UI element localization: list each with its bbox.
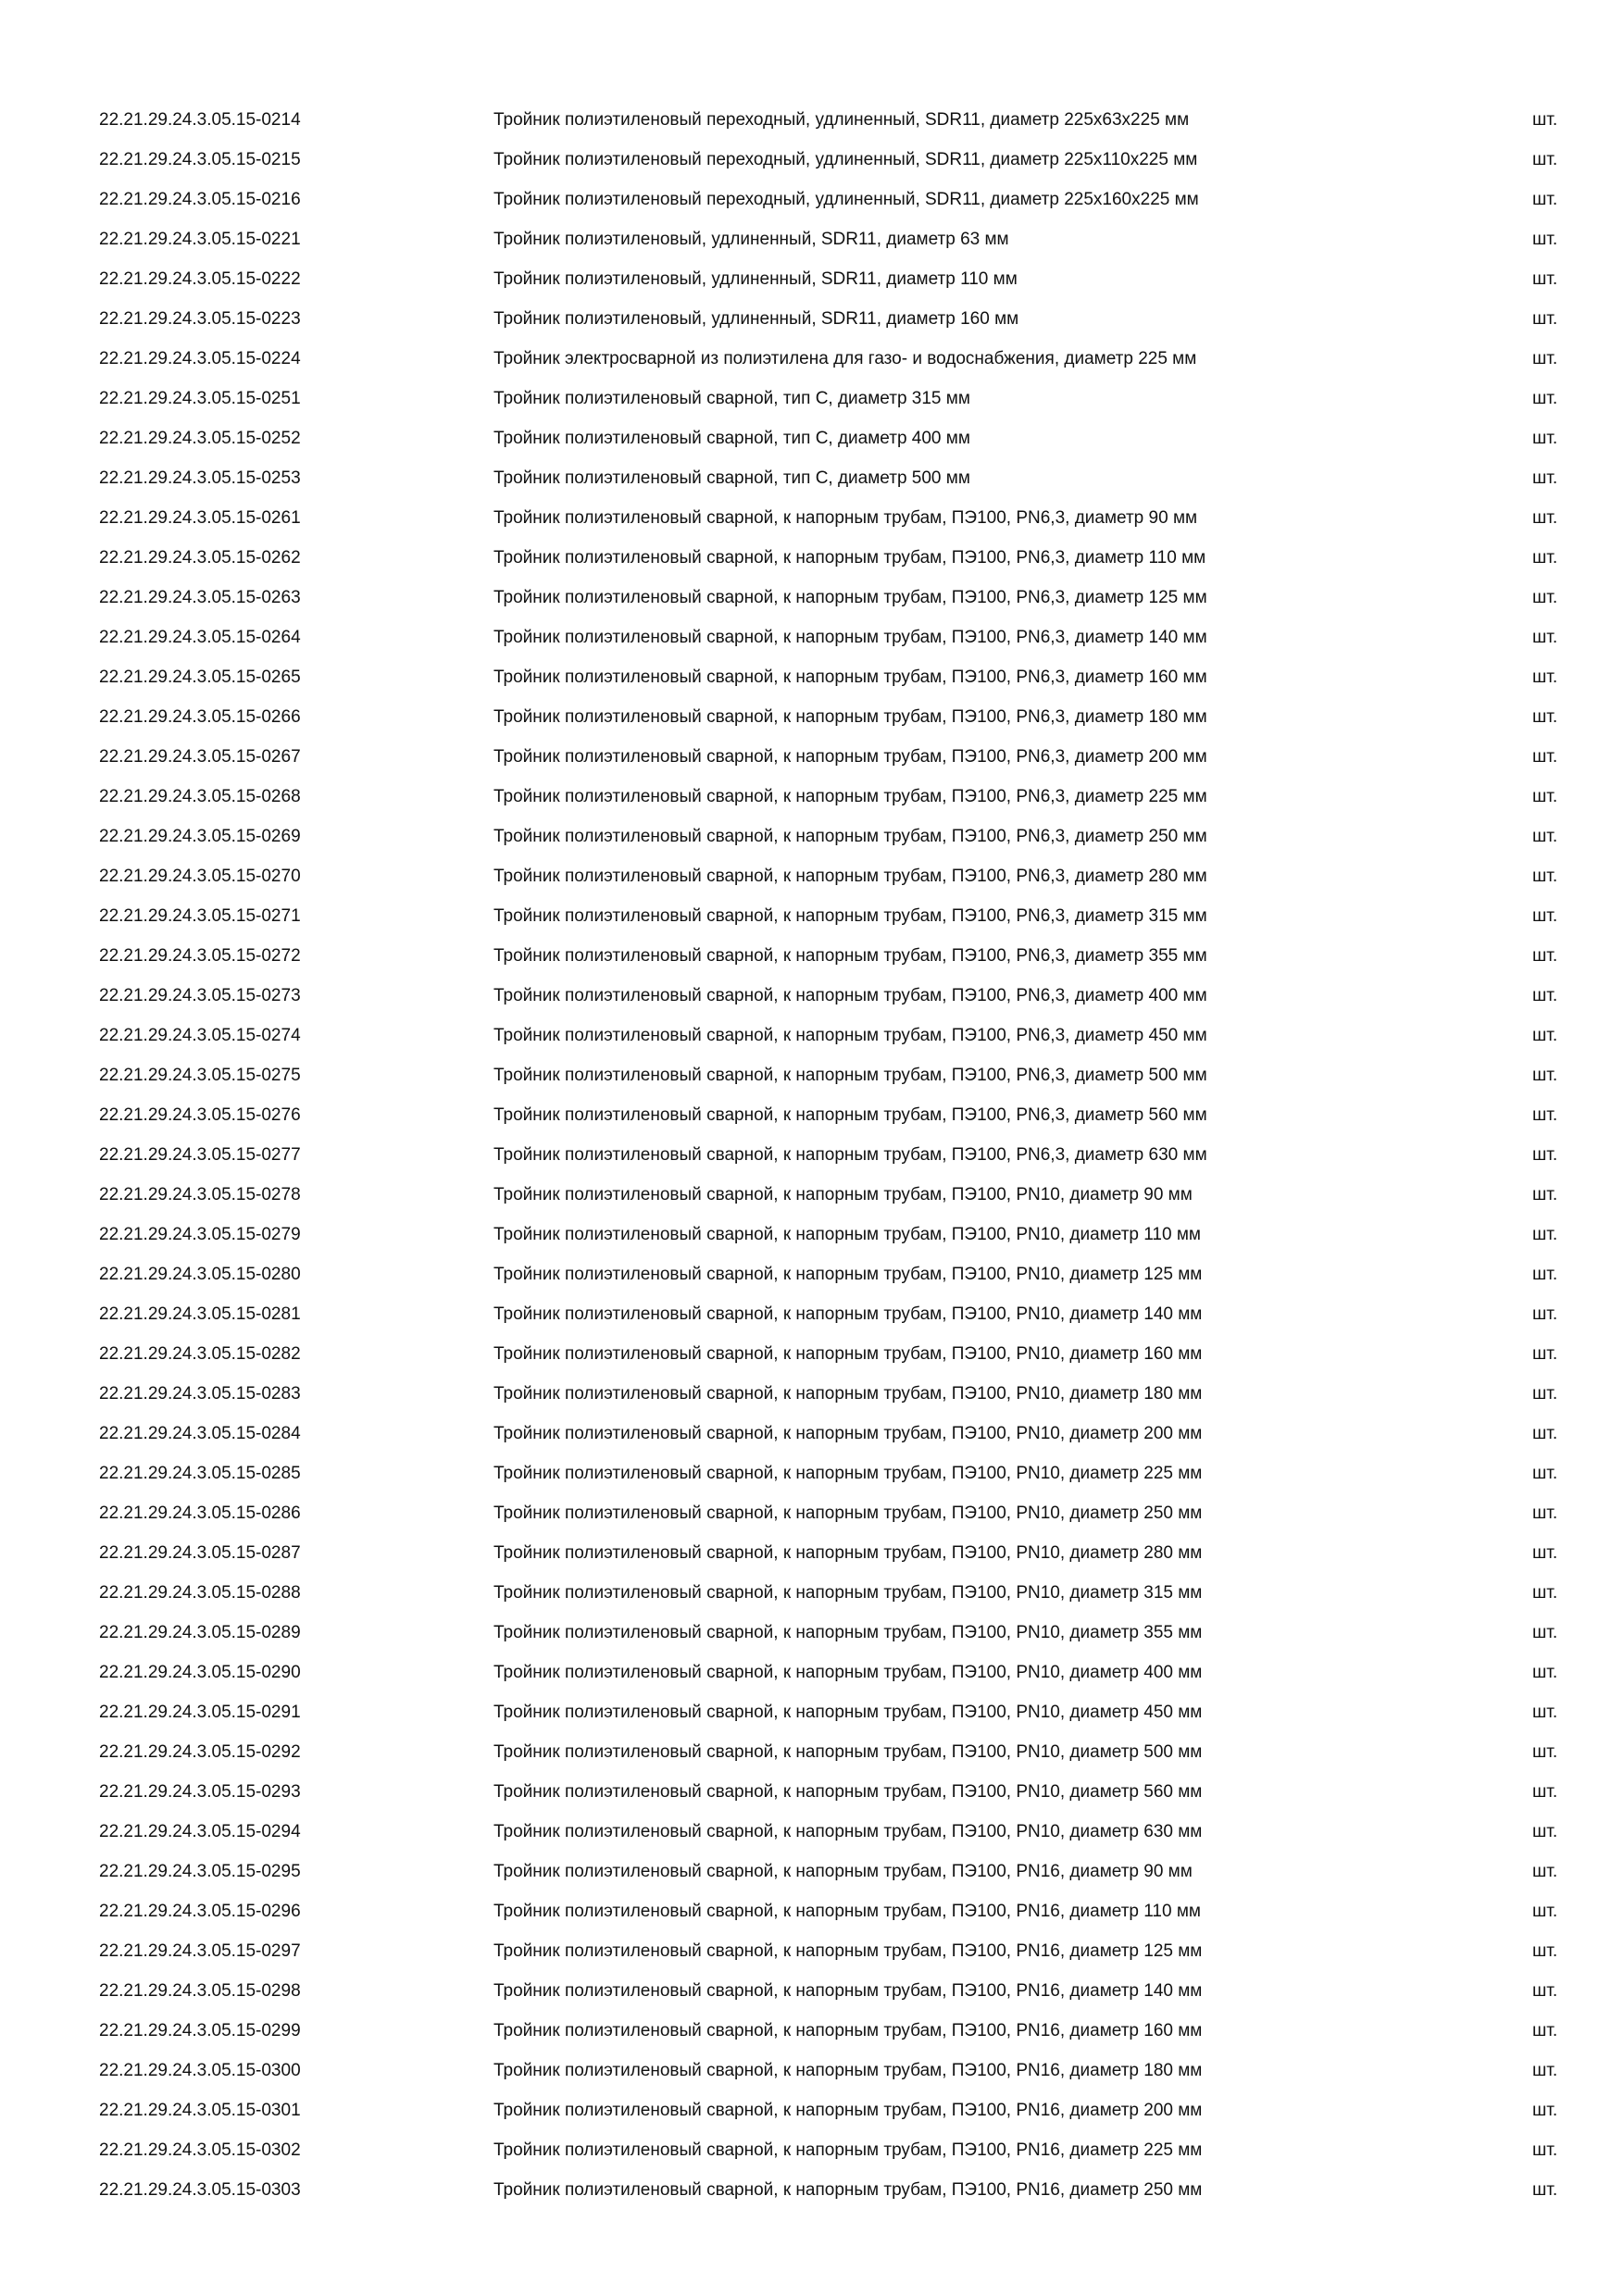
item-name: Тройник полиэтиленовый сварной, к напорным трубам, ПЭ100, PN10, диаметр 200 мм — [493, 1424, 1203, 1443]
table-row — [0, 618, 1624, 657]
item-code: 22.21.29.24.3.05.15-0295 — [99, 1862, 301, 1881]
item-name: Тройник полиэтиленовый сварной, к напорным трубам, ПЭ100, PN6,3, диаметр 250 мм — [493, 827, 1207, 846]
catalog-table — [0, 100, 1624, 2210]
item-unit: шт. — [1532, 1424, 1558, 1443]
item-code: 22.21.29.24.3.05.15-0273 — [99, 986, 301, 1005]
table-row — [0, 817, 1624, 856]
item-code: 22.21.29.24.3.05.15-0299 — [99, 2021, 301, 2040]
item-name: Тройник полиэтиленовый сварной, к напорным трубам, ПЭ100, PN10, диаметр 250 мм — [493, 1504, 1203, 1523]
item-code: 22.21.29.24.3.05.15-0292 — [99, 1742, 301, 1762]
table-row — [0, 1533, 1624, 1573]
item-unit: шт. — [1532, 309, 1558, 329]
item-unit: шт. — [1532, 1583, 1558, 1603]
item-unit: шт. — [1532, 269, 1558, 289]
item-unit: шт. — [1532, 468, 1558, 488]
item-code: 22.21.29.24.3.05.15-0296 — [99, 1902, 301, 1921]
item-unit: шт. — [1532, 1902, 1558, 1921]
table-row — [0, 1891, 1624, 1931]
table-row — [0, 856, 1624, 896]
item-name: Тройник электросварной из полиэтилена для газо- и водоснабжения, диаметр 225 мм — [493, 349, 1197, 368]
table-row — [0, 299, 1624, 339]
item-unit: шт. — [1532, 986, 1558, 1005]
item-unit: шт. — [1532, 1026, 1558, 1045]
item-name: Тройник полиэтиленовый, удлиненный, SDR11, диаметр 63 мм — [493, 230, 1009, 249]
table-row — [0, 697, 1624, 737]
item-unit: шт. — [1532, 787, 1558, 806]
item-name: Тройник полиэтиленовый сварной, к напорным трубам, ПЭ100, PN10, диаметр 125 мм — [493, 1265, 1203, 1284]
item-unit: шт. — [1532, 230, 1558, 249]
item-name: Тройник полиэтиленовый сварной, к напорным трубам, ПЭ100, PN6,3, диаметр 560 мм — [493, 1105, 1207, 1125]
table-row — [0, 1653, 1624, 1692]
item-name: Тройник полиэтиленовый сварной, к напорным трубам, ПЭ100, PN10, диаметр 280 мм — [493, 1543, 1203, 1563]
item-name: Тройник полиэтиленовый сварной, к напорным трубам, ПЭ100, PN6,3, диаметр 225 мм — [493, 787, 1207, 806]
item-name: Тройник полиэтиленовый сварной, к напорным трубам, ПЭ100, PN6,3, диаметр 280 мм — [493, 867, 1207, 886]
item-unit: шт. — [1532, 1105, 1558, 1125]
table-row — [0, 458, 1624, 498]
item-code: 22.21.29.24.3.05.15-0253 — [99, 468, 301, 488]
table-row — [0, 1016, 1624, 1055]
table-row — [0, 339, 1624, 379]
item-name: Тройник полиэтиленовый сварной, к напорным трубам, ПЭ100, PN6,3, диаметр 355 мм — [493, 946, 1207, 966]
item-code: 22.21.29.24.3.05.15-0297 — [99, 1941, 301, 1961]
item-name: Тройник полиэтиленовый сварной, к напорным трубам, ПЭ100, PN6,3, диаметр 160 мм — [493, 668, 1207, 687]
item-code: 22.21.29.24.3.05.15-0278 — [99, 1185, 301, 1204]
item-unit: шт. — [1532, 1941, 1558, 1961]
table-row — [0, 1294, 1624, 1334]
table-row — [0, 1334, 1624, 1374]
table-row — [0, 1971, 1624, 2011]
table-row — [0, 1692, 1624, 1732]
item-unit: шт. — [1532, 2140, 1558, 2160]
table-row — [0, 100, 1624, 140]
item-code: 22.21.29.24.3.05.15-0293 — [99, 1782, 301, 1802]
item-code: 22.21.29.24.3.05.15-0284 — [99, 1424, 301, 1443]
item-name: Тройник полиэтиленовый сварной, к напорным трубам, ПЭ100, PN6,3, диаметр 315 мм — [493, 906, 1207, 926]
item-unit: шт. — [1532, 1464, 1558, 1483]
item-code: 22.21.29.24.3.05.15-0266 — [99, 707, 301, 727]
item-unit: шт. — [1532, 707, 1558, 727]
item-unit: шт. — [1532, 1862, 1558, 1881]
item-code: 22.21.29.24.3.05.15-0276 — [99, 1105, 301, 1125]
item-code: 22.21.29.24.3.05.15-0280 — [99, 1265, 301, 1284]
item-name: Тройник полиэтиленовый сварной, тип С, диаметр 315 мм — [493, 389, 970, 408]
item-code: 22.21.29.24.3.05.15-0269 — [99, 827, 301, 846]
item-code: 22.21.29.24.3.05.15-0265 — [99, 668, 301, 687]
item-unit: шт. — [1532, 1304, 1558, 1324]
item-name: Тройник полиэтиленовый сварной, тип С, диаметр 400 мм — [493, 429, 970, 448]
table-row — [0, 379, 1624, 418]
table-row — [0, 180, 1624, 219]
item-unit: шт. — [1532, 1344, 1558, 1364]
item-code: 22.21.29.24.3.05.15-0287 — [99, 1543, 301, 1563]
item-code: 22.21.29.24.3.05.15-0262 — [99, 548, 301, 568]
item-name: Тройник полиэтиленовый сварной, к напорным трубам, ПЭ100, PN16, диаметр 200 мм — [493, 2101, 1203, 2120]
table-row — [0, 1573, 1624, 1613]
item-code: 22.21.29.24.3.05.15-0267 — [99, 747, 301, 767]
table-row — [0, 737, 1624, 777]
item-unit: шт. — [1532, 2061, 1558, 2080]
table-row — [0, 1852, 1624, 1891]
item-unit: шт. — [1532, 827, 1558, 846]
table-row — [0, 2170, 1624, 2210]
table-row — [0, 976, 1624, 1016]
item-name: Тройник полиэтиленовый сварной, к напорным трубам, ПЭ100, PN16, диаметр 140 мм — [493, 1981, 1203, 2001]
table-row — [0, 219, 1624, 259]
item-code: 22.21.29.24.3.05.15-0294 — [99, 1822, 301, 1841]
item-name: Тройник полиэтиленовый переходный, удлиненный, SDR11, диаметр 225х110х225 мм — [493, 150, 1198, 169]
table-row — [0, 1931, 1624, 1971]
table-row — [0, 1613, 1624, 1653]
item-code: 22.21.29.24.3.05.15-0288 — [99, 1583, 301, 1603]
item-name: Тройник полиэтиленовый сварной, к напорным трубам, ПЭ100, PN6,3, диаметр 630 мм — [493, 1145, 1207, 1165]
item-code: 22.21.29.24.3.05.15-0263 — [99, 588, 301, 607]
item-code: 22.21.29.24.3.05.15-0215 — [99, 150, 301, 169]
item-code: 22.21.29.24.3.05.15-0279 — [99, 1225, 301, 1244]
item-name: Тройник полиэтиленовый сварной, к напорным трубам, ПЭ100, PN16, диаметр 160 мм — [493, 2021, 1203, 2040]
table-row — [0, 1135, 1624, 1175]
table-row — [0, 1095, 1624, 1135]
item-name: Тройник полиэтиленовый сварной, к напорным трубам, ПЭ100, PN6,3, диаметр 400 мм — [493, 986, 1207, 1005]
table-row — [0, 2130, 1624, 2170]
item-name: Тройник полиэтиленовый сварной, к напорным трубам, ПЭ100, PN10, диаметр 225 мм — [493, 1464, 1203, 1483]
item-unit: шт. — [1532, 1384, 1558, 1404]
item-code: 22.21.29.24.3.05.15-0223 — [99, 309, 301, 329]
item-unit: шт. — [1532, 1543, 1558, 1563]
item-code: 22.21.29.24.3.05.15-0268 — [99, 787, 301, 806]
item-name: Тройник полиэтиленовый сварной, тип С, диаметр 500 мм — [493, 468, 970, 488]
table-row — [0, 1812, 1624, 1852]
table-row — [0, 2090, 1624, 2130]
item-name: Тройник полиэтиленовый сварной, к напорным трубам, ПЭ100, PN10, диаметр 315 мм — [493, 1583, 1203, 1603]
item-unit: шт. — [1532, 906, 1558, 926]
item-name: Тройник полиэтиленовый сварной, к напорным трубам, ПЭ100, PN6,3, диаметр 110 мм — [493, 548, 1206, 568]
item-code: 22.21.29.24.3.05.15-0274 — [99, 1026, 301, 1045]
item-code: 22.21.29.24.3.05.15-0270 — [99, 867, 301, 886]
item-code: 22.21.29.24.3.05.15-0290 — [99, 1663, 301, 1682]
item-code: 22.21.29.24.3.05.15-0303 — [99, 2180, 301, 2200]
table-row — [0, 1175, 1624, 1215]
item-name: Тройник полиэтиленовый сварной, к напорным трубам, ПЭ100, PN16, диаметр 110 мм — [493, 1902, 1201, 1921]
item-unit: шт. — [1532, 867, 1558, 886]
table-row — [0, 578, 1624, 618]
table-row — [0, 140, 1624, 180]
item-name: Тройник полиэтиленовый, удлиненный, SDR11, диаметр 160 мм — [493, 309, 1019, 329]
item-unit: шт. — [1532, 1623, 1558, 1642]
item-unit: шт. — [1532, 429, 1558, 448]
table-row — [0, 1215, 1624, 1254]
item-unit: шт. — [1532, 2101, 1558, 2120]
item-code: 22.21.29.24.3.05.15-0261 — [99, 508, 301, 528]
item-name: Тройник полиэтиленовый сварной, к напорным трубам, ПЭ100, PN6,3, диаметр 200 мм — [493, 747, 1207, 767]
item-name: Тройник полиэтиленовый сварной, к напорным трубам, ПЭ100, PN6,3, диаметр 140 мм — [493, 628, 1207, 647]
item-unit: шт. — [1532, 1066, 1558, 1085]
item-code: 22.21.29.24.3.05.15-0289 — [99, 1623, 301, 1642]
table-row — [0, 538, 1624, 578]
item-unit: шт. — [1532, 1145, 1558, 1165]
item-unit: шт. — [1532, 150, 1558, 169]
table-row — [0, 1414, 1624, 1454]
table-row — [0, 498, 1624, 538]
table-row — [0, 657, 1624, 697]
item-name: Тройник полиэтиленовый сварной, к напорным трубам, ПЭ100, PN10, диаметр 450 мм — [493, 1703, 1203, 1722]
table-row — [0, 777, 1624, 817]
table-row — [0, 896, 1624, 936]
item-unit: шт. — [1532, 190, 1558, 209]
item-unit: шт. — [1532, 1663, 1558, 1682]
item-name: Тройник полиэтиленовый сварной, к напорным трубам, ПЭ100, PN6,3, диаметр 500 мм — [493, 1066, 1207, 1085]
item-unit: шт. — [1532, 1782, 1558, 1802]
item-code: 22.21.29.24.3.05.15-0216 — [99, 190, 301, 209]
item-name: Тройник полиэтиленовый сварной, к напорным трубам, ПЭ100, PN10, диаметр 160 мм — [493, 1344, 1203, 1364]
table-row — [0, 2051, 1624, 2090]
item-unit: шт. — [1532, 349, 1558, 368]
table-row — [0, 1454, 1624, 1493]
item-code: 22.21.29.24.3.05.15-0264 — [99, 628, 301, 647]
item-unit: шт. — [1532, 1185, 1558, 1204]
item-unit: шт. — [1532, 1225, 1558, 1244]
item-name: Тройник полиэтиленовый сварной, к напорным трубам, ПЭ100, PN6,3, диаметр 450 мм — [493, 1026, 1207, 1045]
item-unit: шт. — [1532, 548, 1558, 568]
item-code: 22.21.29.24.3.05.15-0222 — [99, 269, 301, 289]
item-name: Тройник полиэтиленовый сварной, к напорным трубам, ПЭ100, PN10, диаметр 355 мм — [493, 1623, 1203, 1642]
item-unit: шт. — [1532, 747, 1558, 767]
item-code: 22.21.29.24.3.05.15-0291 — [99, 1703, 301, 1722]
item-name: Тройник полиэтиленовый сварной, к напорным трубам, ПЭ100, PN10, диаметр 140 мм — [493, 1304, 1203, 1324]
item-code: 22.21.29.24.3.05.15-0271 — [99, 906, 301, 926]
item-name: Тройник полиэтиленовый сварной, к напорным трубам, ПЭ100, PN16, диаметр 225 мм — [493, 2140, 1203, 2160]
item-code: 22.21.29.24.3.05.15-0298 — [99, 1981, 301, 2001]
item-code: 22.21.29.24.3.05.15-0272 — [99, 946, 301, 966]
item-code: 22.21.29.24.3.05.15-0221 — [99, 230, 301, 249]
item-name: Тройник полиэтиленовый сварной, к напорным трубам, ПЭ100, PN16, диаметр 125 мм — [493, 1941, 1203, 1961]
item-name: Тройник полиэтиленовый сварной, к напорным трубам, ПЭ100, PN10, диаметр 400 мм — [493, 1663, 1203, 1682]
item-code: 22.21.29.24.3.05.15-0283 — [99, 1384, 301, 1404]
table-row — [0, 1254, 1624, 1294]
table-row — [0, 936, 1624, 976]
item-name: Тройник полиэтиленовый сварной, к напорным трубам, ПЭ100, PN6,3, диаметр 125 мм — [493, 588, 1207, 607]
item-name: Тройник полиэтиленовый, удлиненный, SDR11, диаметр 110 мм — [493, 269, 1018, 289]
item-unit: шт. — [1532, 1981, 1558, 2001]
item-code: 22.21.29.24.3.05.15-0282 — [99, 1344, 301, 1364]
item-name: Тройник полиэтиленовый сварной, к напорным трубам, ПЭ100, PN10, диаметр 180 мм — [493, 1384, 1203, 1404]
item-unit: шт. — [1532, 668, 1558, 687]
item-unit: шт. — [1532, 110, 1558, 130]
item-code: 22.21.29.24.3.05.15-0301 — [99, 2101, 301, 2120]
table-row — [0, 418, 1624, 458]
item-unit: шт. — [1532, 1265, 1558, 1284]
table-row — [0, 1772, 1624, 1812]
item-code: 22.21.29.24.3.05.15-0251 — [99, 389, 301, 408]
item-unit: шт. — [1532, 2180, 1558, 2200]
item-name: Тройник полиэтиленовый сварной, к напорным трубам, ПЭ100, PN6,3, диаметр 90 мм — [493, 508, 1198, 528]
item-unit: шт. — [1532, 1703, 1558, 1722]
item-name: Тройник полиэтиленовый сварной, к напорным трубам, ПЭ100, PN6,3, диаметр 180 мм — [493, 707, 1207, 727]
item-name: Тройник полиэтиленовый переходный, удлиненный, SDR11, диаметр 225х160х225 мм — [493, 190, 1199, 209]
item-code: 22.21.29.24.3.05.15-0252 — [99, 429, 301, 448]
item-name: Тройник полиэтиленовый сварной, к напорным трубам, ПЭ100, PN10, диаметр 110 мм — [493, 1225, 1201, 1244]
item-unit: шт. — [1532, 1822, 1558, 1841]
table-row — [0, 1732, 1624, 1772]
item-unit: шт. — [1532, 1504, 1558, 1523]
item-unit: шт. — [1532, 1742, 1558, 1762]
item-code: 22.21.29.24.3.05.15-0285 — [99, 1464, 301, 1483]
item-unit: шт. — [1532, 588, 1558, 607]
table-row — [0, 1055, 1624, 1095]
item-unit: шт. — [1532, 389, 1558, 408]
item-name: Тройник полиэтиленовый переходный, удлиненный, SDR11, диаметр 225х63х225 мм — [493, 110, 1190, 130]
item-unit: шт. — [1532, 628, 1558, 647]
item-unit: шт. — [1532, 508, 1558, 528]
item-code: 22.21.29.24.3.05.15-0275 — [99, 1066, 301, 1085]
item-code: 22.21.29.24.3.05.15-0277 — [99, 1145, 301, 1165]
item-name: Тройник полиэтиленовый сварной, к напорным трубам, ПЭ100, PN10, диаметр 500 мм — [493, 1742, 1203, 1762]
item-unit: шт. — [1532, 2021, 1558, 2040]
item-code: 22.21.29.24.3.05.15-0286 — [99, 1504, 301, 1523]
item-unit: шт. — [1532, 946, 1558, 966]
item-name: Тройник полиэтиленовый сварной, к напорным трубам, ПЭ100, PN10, диаметр 560 мм — [493, 1782, 1203, 1802]
item-name: Тройник полиэтиленовый сварной, к напорным трубам, ПЭ100, PN10, диаметр 630 мм — [493, 1822, 1203, 1841]
item-name: Тройник полиэтиленовый сварной, к напорным трубам, ПЭ100, PN10, диаметр 90 мм — [493, 1185, 1193, 1204]
item-code: 22.21.29.24.3.05.15-0281 — [99, 1304, 301, 1324]
table-row — [0, 1374, 1624, 1414]
item-code: 22.21.29.24.3.05.15-0302 — [99, 2140, 301, 2160]
item-code: 22.21.29.24.3.05.15-0300 — [99, 2061, 301, 2080]
table-row — [0, 2011, 1624, 2051]
item-name: Тройник полиэтиленовый сварной, к напорным трубам, ПЭ100, PN16, диаметр 250 мм — [493, 2180, 1203, 2200]
item-name: Тройник полиэтиленовый сварной, к напорным трубам, ПЭ100, PN16, диаметр 180 мм — [493, 2061, 1203, 2080]
item-code: 22.21.29.24.3.05.15-0224 — [99, 349, 301, 368]
table-row — [0, 259, 1624, 299]
item-name: Тройник полиэтиленовый сварной, к напорным трубам, ПЭ100, PN16, диаметр 90 мм — [493, 1862, 1193, 1881]
table-row — [0, 1493, 1624, 1533]
item-code: 22.21.29.24.3.05.15-0214 — [99, 110, 301, 130]
